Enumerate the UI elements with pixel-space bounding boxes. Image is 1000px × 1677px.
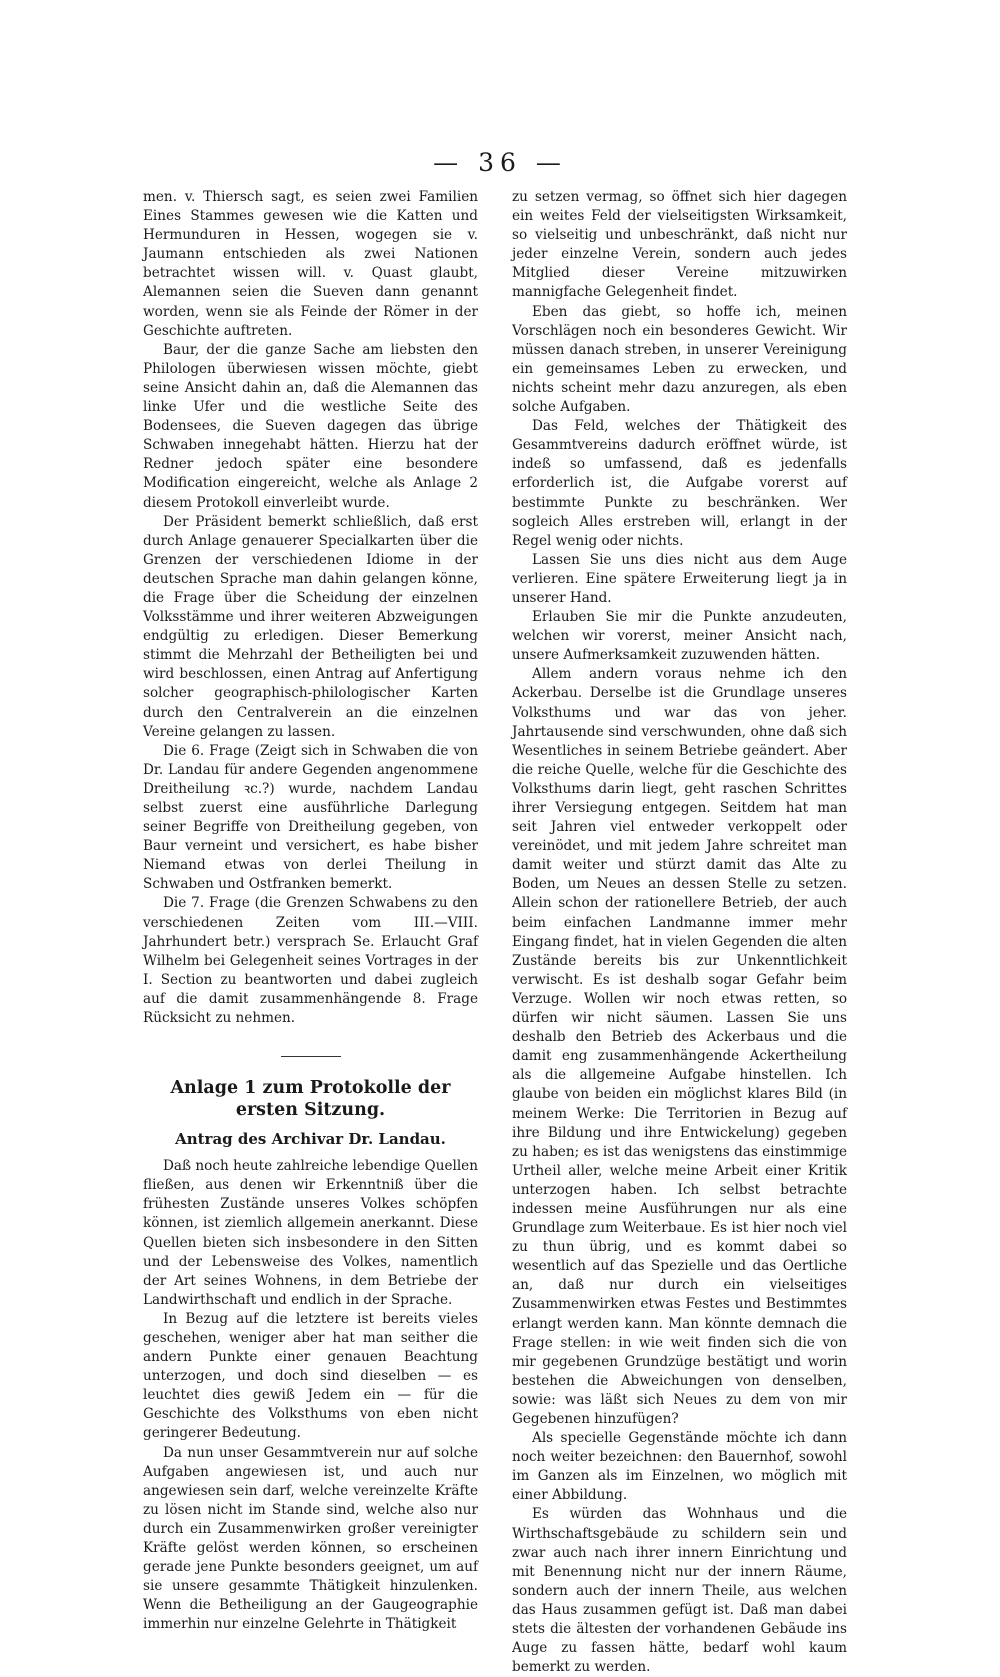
paragraph: In Bezug auf die letztere ist bereits vieles geschehen, weniger aber hat man seither die andern Punkte einer genauen Beachtung unterzogen, und doch sind dieselben — es leuchtet dies gewiß Jedem ein — für die Geschichte des Volksthums von eben nicht geringerer Bedeutung. [143,1310,478,1442]
paragraph: Eben das giebt, so hoffe ich, meinen Vorschlägen noch ein besonderes Gewicht. Wir müssen danach streben, in unserer Vereinigung ein gemeinsames Leben zu erwecken, und nichts scheint mehr dazu anzuregen, als eben solche Aufgaben. [512,303,847,416]
paragraph: Da nun unser Gesammtverein nur auf solche Aufgaben angewiesen ist, und auch nur angewiesen sein darf, welche vereinzelte Kräfte zu lösen nicht im Stande sind, welche also nur durch ein Zusammenwirken großer vereinigter Kräfte gelöst werden können, so erscheinen gerade jene Punkte besonders geeignet, um auf sie unsere gesammte Thätigkeit hinzulenken. Wenn die Betheiligung an der Gaugeographie immerhin nur einzelne Gelehrte in Thätigkeit [143,1444,478,1633]
paragraph: Allem andern voraus nehme ich den Ackerbau. Derselbe ist die Grundlage unseres Volksthums und war das von jeher. Jahrtausende sind verschwunden, ohne daß sich Wesentliches in seinem Betriebe geändert. Aber die reiche Quelle, welche für die Geschichte des Volksthums darin liegt, geht raschen Schrittes ihrer Versiegung entgegen. Seitdem hat man seit Jahren viel entweder verkoppelt oder vereinödet, und mit jedem Jahre schreitet man damit weiter und stürzt damit das Alte zu Boden, um Neues an dessen Stelle zu setzen. Allein schon der rationellere Betrieb, der auch beim einfachen Landmanne immer mehr Eingang findet, hat in vielen Gegenden die alten Zustände bereits bis zur Unkenntlichkeit verwischt. Es ist deshalb sogar Gefahr beim Verzuge. Wollen wir noch etwas retten, so dürfen wir nicht säumen. Lassen Sie uns deshalb den Betrieb des Ackerbaus und die damit eng zusammenhängende Ackertheilung als die allgemeine Aufgabe hinstellen. Ich glaube von beiden ein möglichst klares Bild (in meinem Werke: Die Territorien in Bezug auf ihre Bildung und ihre Entwickelung) gegeben zu haben; es ist das wenigstens das einstimmige Urtheil aller, welche meine Arbeit einer Kritik unterzogen haben. Ich selbst betrachte indessen meine Ausführungen nur als eine Grundlage zum Weiterbaue. Es ist hier noch viel zu thun übrig, und es kommt dabei so wesentlich auf das Spezielle und das Oertliche an, daß nur durch ein vielseitiges Zusammenwirken etwas Festes und Bestimmtes erlangt werden kann. Man könnte demnach die Frage stellen: in wie weit finden sich die von mir gegebenen Grundzüge bestätigt und worin bestehen die Abweichungen von denselben, sowie: was läßt sich Neues zu dem von mir Gegebenen hinzufügen? [512,666,847,1427]
right-column [512,188,847,1677]
paragraph: Der Präsident bemerkt schließlich, daß erst durch Anlage genauerer Specialkarten über die Grenzen der verschiedenen Idiome in der deutschen Sprache man dahin gelangen könne, die Frage über die Scheidung der einzelnen Volksstämme und ihrer weiteren Abzweigungen endgültig zu erledigen. Dieser Bemerkung stimmt die Mehrzahl der Betheiligten bei und wird beschlossen, einen Antrag auf Anfertigung solcher geographisch-philologischer Karten durch den Centralverein an die einzelnen Vereine gelangen zu lassen. [143,513,478,740]
paragraph: Die 7. Frage (die Grenzen Schwabens zu den verschiedenen Zeiten vom III.—VIII. Jahrhundert betr.) versprach Se. Erlaucht Graf Wilhelm bei Gelegenheit seines Vortrages in der I. Section zu beantworten und dabei zugleich auf die damit zusammenhängende 8. Frage Rücksicht zu nehmen. [143,895,478,1027]
paragraph: Als specielle Gegenstände möchte ich dann noch weiter bezeichnen: den Bauernhof, sowohl im Ganzen als im Einzelnen, wo möglich mit einer Abbildung. [512,1430,847,1504]
paragraph: Das Feld, welches der Thätigkeit des Gesammtvereins dadurch eröffnet würde, ist indeß so umfassend, daß es jedenfalls erforderlich ist, die Aufgabe vorerst auf bestimmte Punkte zu beschränken. Wer sogleich Alles erstreben will, erlangt in der Regel wenig oder nichts. [512,418,847,549]
paragraph: zu setzen vermag, so öffnet sich hier dagegen ein weites Feld der vielseitigsten Wirksamkeit, so vielseitig und unbeschränkt, daß nicht nur jeder einzelne Verein, sondern auch jedes Mitglied dieser Vereine mitzuwirken mannigfache Gelegenheit findet. [512,189,847,301]
paragraph: Erlauben Sie mir die Punkte anzudeuten, welchen wir vorerst, meiner Ansicht nach, unsere Aufmerksamkeit zuzuwenden hätten. [512,609,847,664]
left-column [143,188,478,1634]
paragraph: men. v. Thiersch sagt, es seien zwei Familien Eines Stammes gewesen wie die Katten und Hermunduren in Hessen, wogegen sie v. Jaumann entschieden als zwei Nationen betrachtet wissen will. v. Quast glaubt, Alemannen seien die Sueven dann genannt worden, wenn sie als Feinde der Römer in der Geschichte auftreten. [143,189,478,339]
appendix-title: Anlage 1 zum Protokolle der ersten Sitzung. [170,1078,451,1121]
page-number: — 36 — [433,148,567,177]
appendix-subtitle: Antrag des Archivar Dr. Landau. [175,1130,446,1149]
paragraph: Baur, der die ganze Sache am liebsten den Philologen überwiesen wissen möchte, giebt seine Ansicht dahin an, daß die Alemannen das linke Ufer und die westliche Seite des Bodensees, die Sueven dagegen das übrige Schwaben innegehabt hätten. Hierzu hat der Redner jedoch später eine besondere Modification eingereicht, welche als Anlage 2 diesem Protokoll einverleibt wurde. [143,341,478,511]
paragraph: Es würden das Wohnhaus und die Wirthschaftsgebäude zu schildern sein und zwar auch nach ihrer innern Einrichtung und mit Benennung nicht nur der innern Räume, sondern auch der innern Theile, aus welchen das Haus zusammen gefügt ist. Daß man dabei stets die ältesten der vorhandenen Gebäude ins Auge zu fassen hätte, bedarf wohl kaum bemerkt zu werden. [512,1506,847,1676]
paragraph: Lassen Sie uns dies nicht aus dem Auge verlieren. Eine spätere Erweiterung liegt ja in unserer Hand. [512,551,847,606]
paragraph: Daß noch heute zahlreiche lebendige Quellen fließen, aus denen wir Erkenntniß über die frühesten Zustände unseres Volkes schöpfen können, ist ziemlich allgemein anerkannt. Diese Quellen bieten sich insbesondere in den Sitten und der Lebensweise des Volkes, namentlich der Art seines Wohnens, in dem Betriebe der Landwirthschaft und endlich in der Sprache. [143,1158,478,1308]
paragraph: Die 6. Frage (Zeigt sich in Schwaben die von Dr. Landau für andere Gegenden angenommene Dreitheilung ꝛc.?) wurde, nachdem Landau selbst zuerst eine ausführliche Darlegung seiner Begriffe von Dreitheilung gegeben, von Baur verneint und versichert, es habe bisher Niemand etwas von derlei Theilung in Schwaben und Ostfranken bemerkt. [143,742,478,893]
section-divider [281,1056,341,1057]
